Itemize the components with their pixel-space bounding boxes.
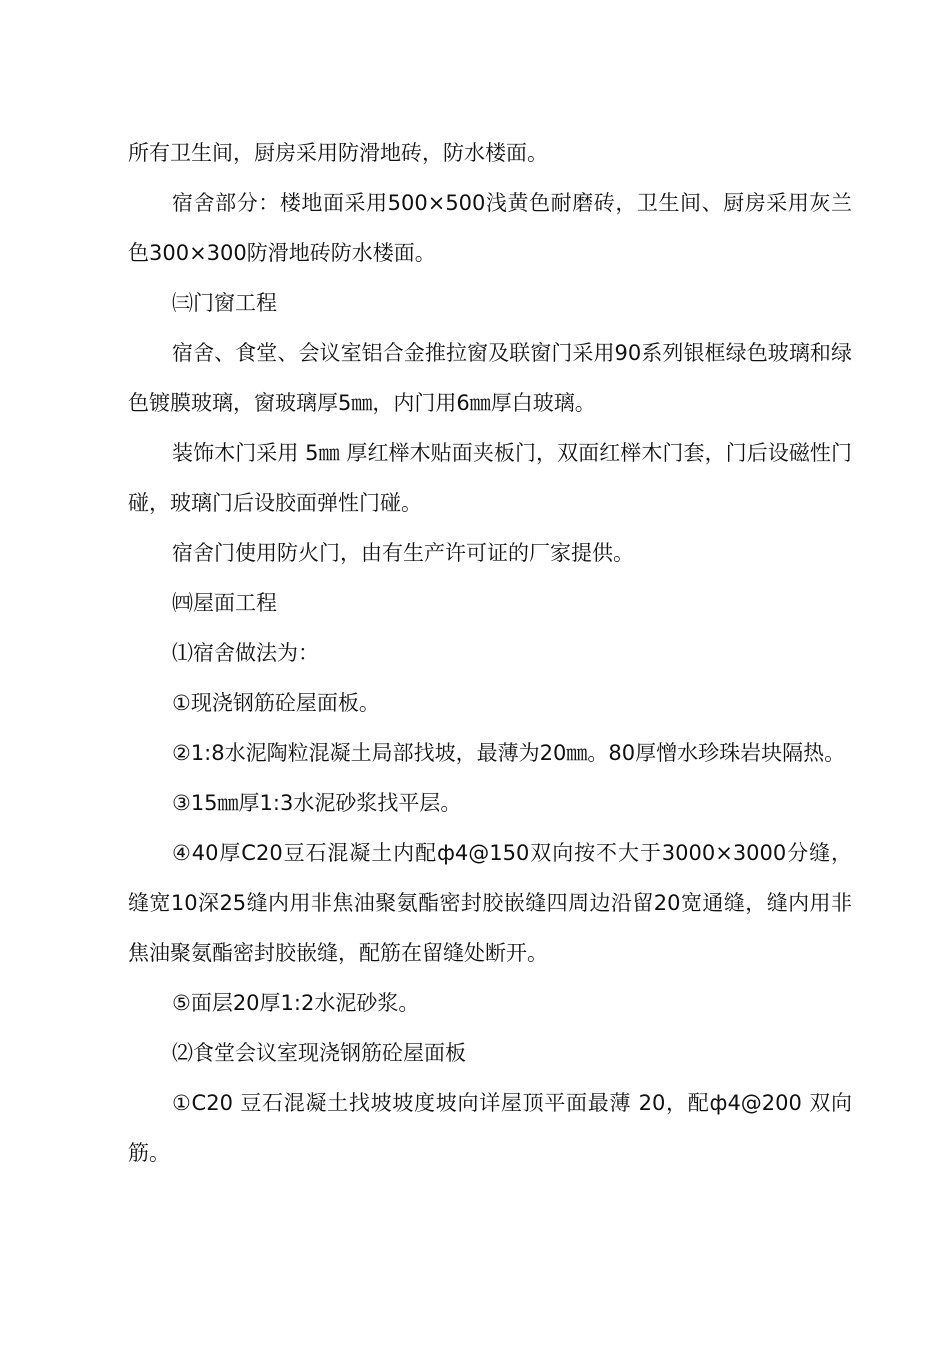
list-item-concrete-layer: ④40厚C20豆石混凝土内配ф4@150双向按不大于3000×3000分缝，缝宽10深25缝内用非焦油聚氨酯密封胶嵌缝四周边沿留20宽通缝，缝内用非焦油聚氨酯密封胶嵌缝，配筋在留缝处断开。 [128, 841, 852, 965]
section-heading-doors-windows: ㈢门窗工程 [172, 291, 277, 315]
paragraph-bathroom-kitchen-floor: 所有卫生间，厨房采用防滑地砖，防水楼面。 [128, 141, 548, 165]
subheading-dormitory-method: ⑴宿舍做法为： [172, 641, 319, 665]
document-body [128, 128, 852, 1178]
list-item-c20-concrete-slope: ①C20 豆石混凝土找坡坡度坡向详屋顶平面最薄 20，配ф4@200 双向筋。 [128, 1091, 852, 1165]
list-item-roof-slab: ①现浇钢筋砼屋面板。 [172, 691, 380, 715]
paragraph-dormitory-floor: 宿舍部分：楼地面采用500×500浅黄色耐磨砖，卫生间、厨房采用灰兰色300×300防滑地砖防水楼面。 [128, 191, 852, 265]
list-item-surface-layer: ⑤面层20厚1:2水泥砂浆。 [172, 991, 420, 1015]
subheading-canteen-meeting-room: ⑵食堂会议室现浇钢筋砼屋面板 [172, 1041, 466, 1065]
list-item-slope-insulation: ②1:8水泥陶粒混凝土局部找坡，最薄为20㎜。80厚憎水珍珠岩块隔热。 [172, 741, 846, 765]
paragraph-aluminum-windows: 宿舍、食堂、会议室铝合金推拉窗及联窗门采用90系列银框绿色玻璃和绿色镀膜玻璃，窗玻璃厚5㎜，内门用6㎜厚白玻璃。 [128, 341, 852, 415]
section-heading-roofing: ㈣屋面工程 [172, 591, 277, 615]
list-item-leveling-layer: ③15㎜厚1:3水泥砂浆找平层。 [172, 791, 462, 815]
paragraph-fire-doors: 宿舍门使用防火门，由有生产许可证的厂家提供。 [172, 541, 634, 565]
paragraph-wooden-doors: 装饰木门采用 5㎜ 厚红榉木贴面夹板门，双面红榉木门套，门后设磁性门碰，玻璃门后设胶面弹性门碰。 [128, 441, 852, 515]
